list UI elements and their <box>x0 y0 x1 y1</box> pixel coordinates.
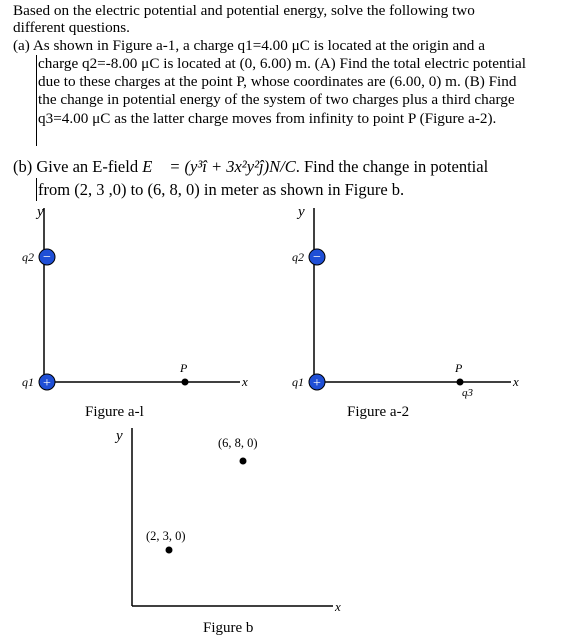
figure-b <box>114 428 341 636</box>
point-2-3-0-label: (2, 3, 0) <box>146 529 186 543</box>
figure-b-x-label: x <box>335 599 341 614</box>
figure-a1-x-label: x <box>242 374 248 389</box>
part-b-line-2: from (2, 3 ,0) to (6, 8, 0) in meter as shown in Figure b. <box>38 180 405 199</box>
part-a-line-1: (a) As shown in Figure a-1, a charge q1=4.00 μC is located at the origin and a <box>13 37 485 54</box>
q3-label: q3 <box>462 387 473 399</box>
point-6-8-0-label: (6, 8, 0) <box>218 436 258 450</box>
q1-sign: + <box>43 376 51 391</box>
point-p-q3-marker <box>457 379 464 386</box>
q2-sign: − <box>43 250 51 265</box>
figure-a2-caption: Figure a-2 <box>347 404 410 420</box>
part-b-suffix: . Find the change in potential <box>295 157 489 176</box>
figure-a2-y-label: y <box>298 204 305 220</box>
q2-label: q2 <box>292 250 304 264</box>
part-a-line-5: q3=4.00 μC as the latter charge moves from infinity to point P (Figure a-2). <box>38 110 497 127</box>
point-p-label: P <box>455 361 463 375</box>
part-a-line-4: the change in potential energy of the system of two charges plus a third charge <box>38 91 515 108</box>
point-p-marker <box>182 379 189 386</box>
figure-a1 <box>22 204 248 420</box>
figure-a2 <box>292 204 519 420</box>
point-p-label: P <box>180 361 188 375</box>
figure-a1-y-label: y <box>37 204 44 220</box>
point-2-3-0-marker <box>166 547 173 554</box>
e-field-formula: E⃗ = (y³î + 3x²y²ĵ)N/C <box>142 157 296 176</box>
point-6-8-0-marker <box>240 458 247 465</box>
figure-b-y-label: y <box>116 428 123 444</box>
q1-sign: + <box>313 376 321 391</box>
q2-label: q2 <box>22 250 34 264</box>
intro-line-1: Based on the electric potential and potential energy, solve the following two <box>13 2 475 19</box>
figure-a1-caption: Figure a-l <box>85 404 144 420</box>
intro-line-2: different questions. <box>13 19 130 36</box>
figure-a2-x-label: x <box>513 374 519 389</box>
q1-label: q1 <box>292 375 304 389</box>
part-b-prefix: (b) Give an E-field <box>13 157 139 176</box>
q2-sign: − <box>313 250 321 265</box>
q1-label: q1 <box>22 375 34 389</box>
part-a-line-2: charge q2=-8.00 μC is located at (0, 6.00) m. (A) Find the total electric potential <box>38 55 526 72</box>
part-a-line-3: due to these charges at the point P, whose coordinates are (6.00, 0) m. (B) Find <box>38 73 517 90</box>
figure-b-caption: Figure b <box>203 620 254 636</box>
